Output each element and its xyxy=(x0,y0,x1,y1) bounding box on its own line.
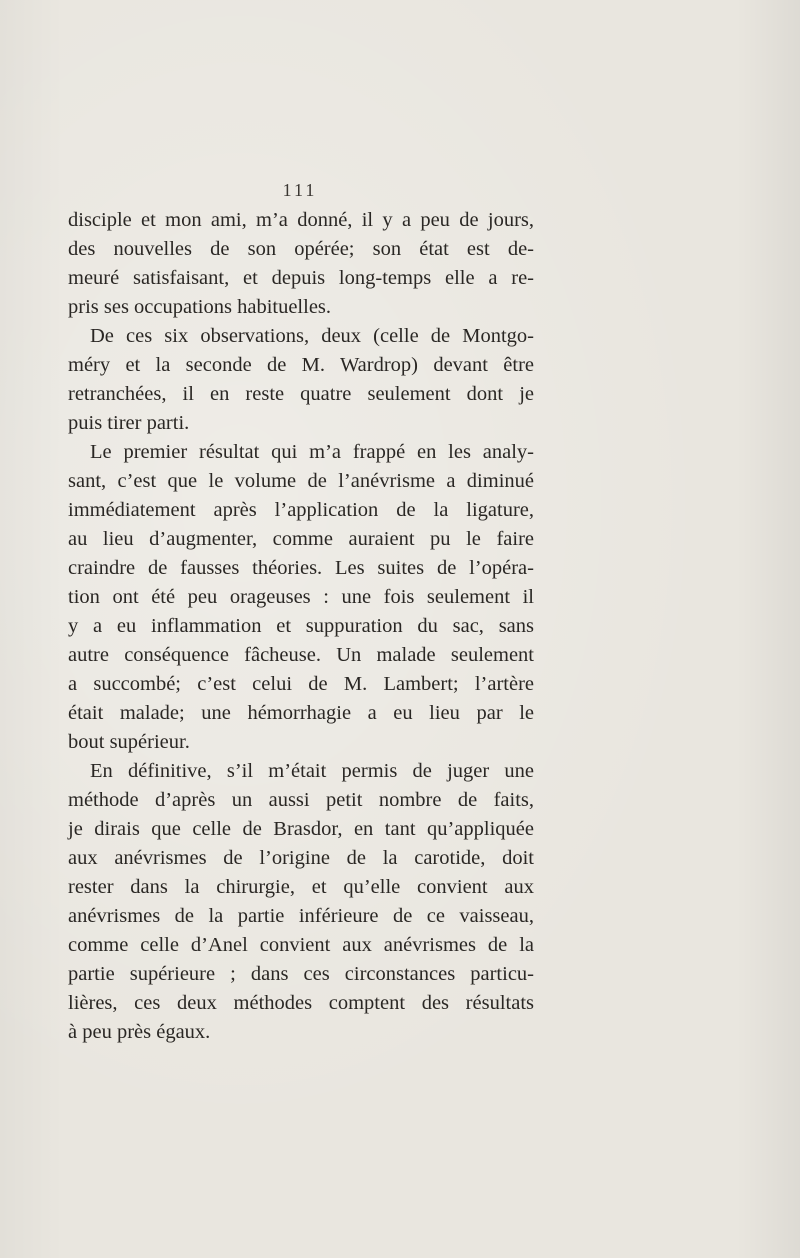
paragraph xyxy=(68,438,534,757)
text-line: lières, ces deux méthodes comptent des résultats xyxy=(68,992,534,1014)
text-line: immédiatement après l’application de la ligature, xyxy=(68,499,534,521)
text-line: De ces six observations, deux (celle de Montgo- xyxy=(90,325,534,347)
text-line: partie supérieure ; dans ces circonstances particu- xyxy=(68,963,534,985)
text-line: puis tirer parti. xyxy=(68,412,190,434)
text-line: comme celle d’Anel convient aux anévrismes de la xyxy=(68,934,534,956)
text-line: y a eu inflammation et suppuration du sac, sans xyxy=(68,615,534,637)
text-line: disciple et mon ami, m’a donné, il y a peu de jours, xyxy=(68,209,534,231)
text-line: craindre de fausses théories. Les suites de l’opéra- xyxy=(68,557,534,579)
text-line: meuré satisfaisant, et depuis long-temps elle a re- xyxy=(68,267,534,289)
text-line: sant, c’est que le volume de l’anévrisme a diminué xyxy=(68,470,534,492)
text-line: méry et la seconde de M. Wardrop) devant être xyxy=(68,354,534,376)
text-line: pris ses occupations habituelles. xyxy=(68,296,332,318)
text-line: des nouvelles de son opérée; son état est de- xyxy=(68,238,534,260)
text-line: anévrismes de la partie inférieure de ce vaisseau, xyxy=(68,905,534,927)
text-line: retranchées, il en reste quatre seulement dont je xyxy=(68,383,534,405)
text-line: rester dans la chirurgie, et qu’elle convient aux xyxy=(68,876,534,898)
body-text xyxy=(68,206,534,1047)
text-line: En définitive, s’il m’était permis de juger une xyxy=(90,760,534,782)
text-line: tion ont été peu orageuses : une fois seulement il xyxy=(68,586,534,608)
text-line: Le premier résultat qui m’a frappé en les analy- xyxy=(90,441,534,463)
paragraph xyxy=(68,206,534,322)
text-line: était malade; une hémorrhagie a eu lieu par le xyxy=(68,702,534,724)
text-line: méthode d’après un aussi petit nombre de faits, xyxy=(68,789,534,811)
paragraph xyxy=(68,322,534,438)
paragraph xyxy=(68,757,534,1047)
page-number: 111 xyxy=(282,180,318,200)
text-line: autre conséquence fâcheuse. Un malade seulement xyxy=(68,644,534,666)
text-line: à peu près égaux. xyxy=(68,1021,211,1043)
text-line: bout supérieur. xyxy=(68,731,190,753)
text-line: je dirais que celle de Brasdor, en tant qu’appliquée xyxy=(68,818,534,840)
text-line: a succombé; c’est celui de M. Lambert; l’artère xyxy=(68,673,534,695)
text-line: au lieu d’augmenter, comme auraient pu le faire xyxy=(68,528,534,550)
text-line: aux anévrismes de l’origine de la carotide, doit xyxy=(68,847,534,869)
